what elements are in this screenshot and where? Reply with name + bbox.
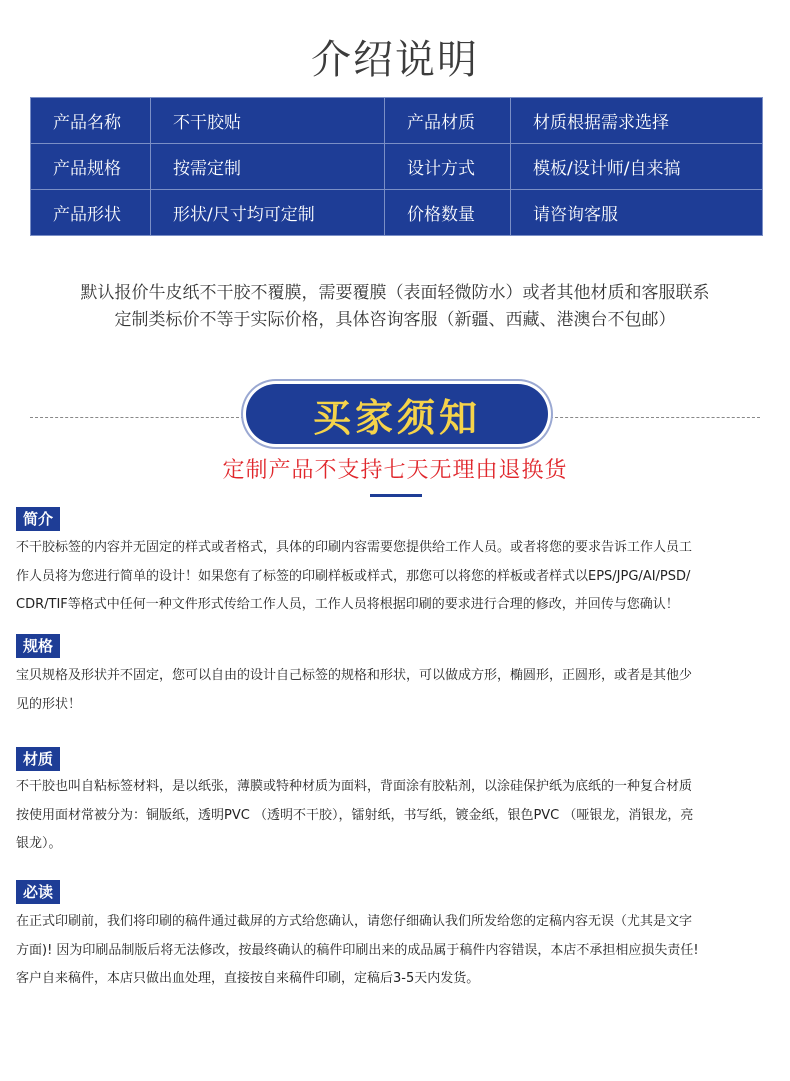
section-line: 方面)! 因为印刷品制版后将无法修改，按最终确认的稿件印刷出来的成品属于稿件内容错误，本店不承担相应损失责任! <box>16 942 699 958</box>
section-line: 银龙）。 <box>16 836 62 851</box>
product-spec-table <box>30 97 763 236</box>
section-line: 按使用面材常被分为：铜版纸，透明PVC （透明不干胶），镭射纸，书写纸，镀金纸，银色PVC （哑银龙，消银龙，亮 <box>16 807 694 823</box>
return-policy-warning: 定制产品不支持七天无理由退换货 <box>222 458 568 483</box>
spec-label: 产品材质 <box>385 98 511 144</box>
section-line: 见的形状！ <box>16 696 82 712</box>
spec-label: 产品规格 <box>31 144 151 190</box>
section-line: 客户自来稿件，本店只做出血处理，直接按自来稿件印刷，定稿后3-5天内发货。 <box>16 971 480 986</box>
spec-label: 价格数量 <box>385 190 511 236</box>
section-body-must-read <box>16 908 776 994</box>
spec-label: 设计方式 <box>385 144 511 190</box>
note-line: 默认报价牛皮纸不干胶不覆膜，需要覆膜（表面轻微防水）或者其他材质和客服联系 <box>80 283 710 303</box>
section-line: CDR/TIF等格式中任何一种文件形式传给工作人员，工作人员将根据印刷的要求进行合理的修改，并回传与您确认！ <box>16 597 679 612</box>
section-tag-intro: 简介 <box>16 507 60 531</box>
table-row <box>31 98 763 144</box>
page-title: 介绍说明 <box>311 37 479 83</box>
spec-label: 产品名称 <box>31 98 151 144</box>
section-line: 不干胶标签的内容并无固定的样式或者格式，具体的印刷内容需要您提供给工作人员。或者将您的要求告诉工作人员工 <box>16 540 693 555</box>
divider-left <box>30 417 244 418</box>
spec-value: 不干胶贴 <box>151 98 385 144</box>
spec-value: 请咨询客服 <box>511 190 763 236</box>
spec-value: 形状/尺寸均可定制 <box>151 190 385 236</box>
section-body-material <box>16 773 776 859</box>
section-line: 在正式印刷前，我们将印刷的稿件通过截屏的方式给您确认，请您仔细确认我们所发给您的定稿内容无误（尤其是文字 <box>16 914 693 929</box>
banner-title: 买家须知 <box>312 395 481 440</box>
section-tag-spec: 规格 <box>16 634 60 658</box>
buyer-notice-banner <box>246 384 548 444</box>
note-line: 定制类标价不等于实际价格，具体咨询客服（新疆、西藏、港澳台不包邮） <box>114 310 676 330</box>
spec-label: 产品形状 <box>31 190 151 236</box>
divider-right <box>550 417 760 418</box>
section-tag-must-read: 必读 <box>16 880 60 904</box>
table-row <box>31 144 763 190</box>
section-line: 作人员将为您进行简单的设计！如果您有了标签的印刷样板或样式，那您可以将您的样板或者样式以EPS/JPG/AI/PSD/ <box>16 568 691 584</box>
section-tag-material: 材质 <box>16 747 60 771</box>
section-body-intro <box>16 534 776 620</box>
spec-value: 材质根据需求选择 <box>511 98 763 144</box>
pricing-note <box>20 280 770 334</box>
table-row <box>31 190 763 236</box>
spec-value: 按需定制 <box>151 144 385 190</box>
warning-underline <box>370 494 422 497</box>
section-line: 宝贝规格及形状并不固定，您可以自由的设计自己标签的规格和形状，可以做成方形，椭圆形，正圆形，或者是其他少 <box>16 668 693 683</box>
section-line: 不干胶也叫自粘标签材料，是以纸张，薄膜或特种材质为面料，背面涂有胶粘剂，以涂硅保护纸为底纸的一种复合材质 <box>16 779 693 794</box>
section-body-spec <box>16 662 776 719</box>
spec-value: 模板/设计师/自来搞 <box>511 144 763 190</box>
